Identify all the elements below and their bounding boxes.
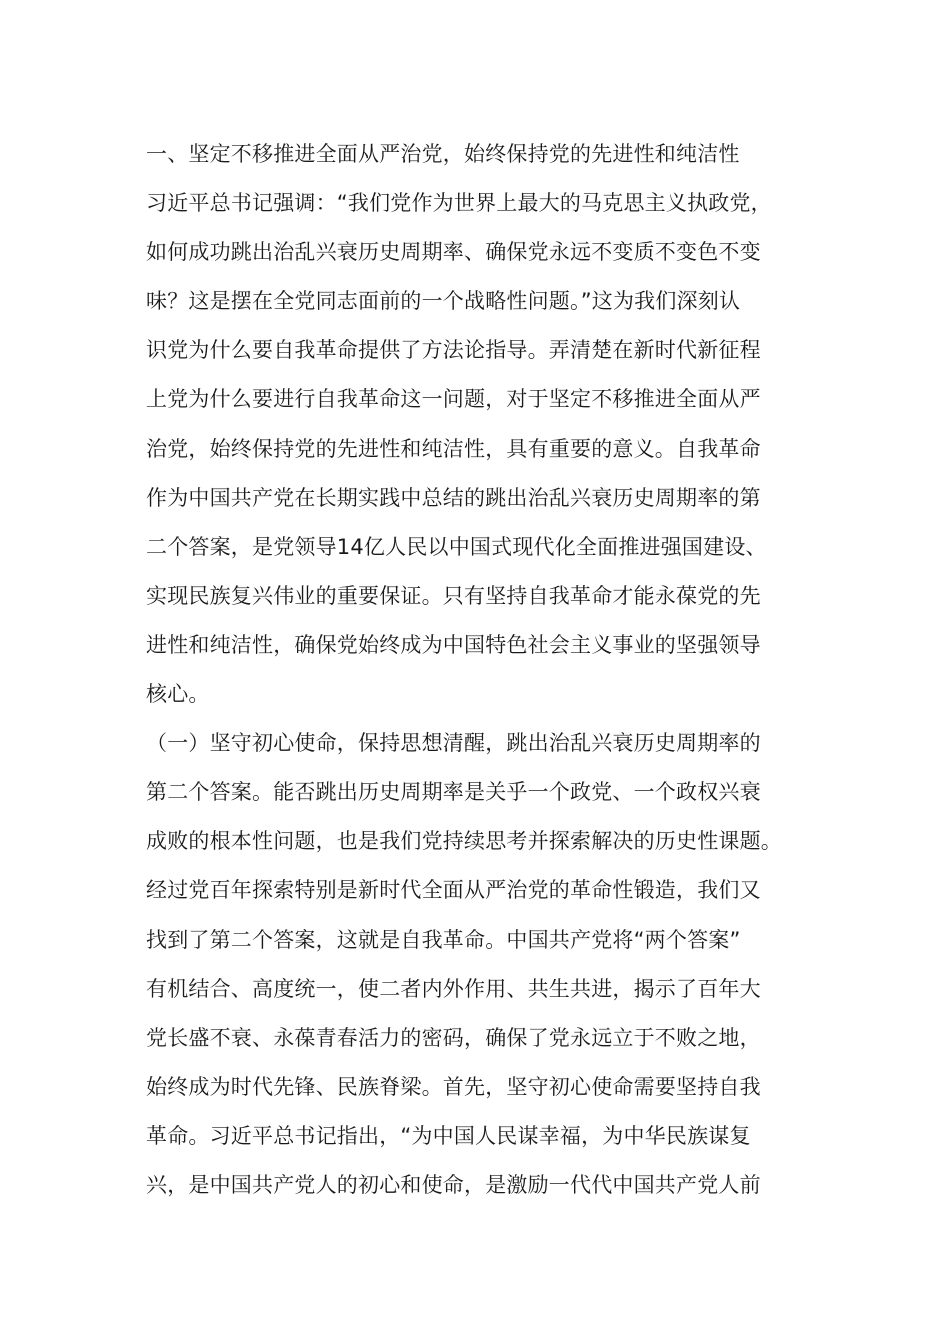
- text-line: 治党，始终保持党的先进性和纯洁性，具有重要的意义。自我革命: [146, 436, 761, 461]
- body-text: [146, 130, 826, 1210]
- text-line: 上党为什么要进行自我革命这一问题，对于坚定不移推进全面从严: [146, 387, 761, 412]
- text-line: 找到了第二个答案，这就是自我革命。中国共产党将“两个答案”: [146, 927, 741, 952]
- text-line: 味？这是摆在全党同志面前的一个战略性问题。”这为我们深刻认: [146, 289, 741, 314]
- text-line: 始终成为时代先锋、民族脊梁。首先，坚守初心使命需要坚持自我: [146, 1074, 761, 1099]
- text-line: 识党为什么要自我革命提供了方法论指导。弄清楚在新时代新征程: [146, 338, 761, 363]
- text-line: 党长盛不衰、永葆青春活力的密码，确保了党永远立于不败之地，: [146, 1025, 761, 1050]
- text-line: 核心。: [146, 682, 210, 707]
- subsection-heading: （一）坚守初心使命，保持思想清醒，跳出治乱兴衰历史周期率的: [146, 731, 761, 756]
- text-line: 习近平总书记强调：“我们党作为世界上最大的马克思主义执政党，: [146, 191, 772, 216]
- text-line: 兴，是中国共产党人的初心和使命，是激励一代代中国共产党人前: [146, 1172, 761, 1197]
- text-line: 经过党百年探索特别是新时代全面从严治党的革命性锻造，我们又: [146, 878, 761, 903]
- text-line: 有机结合、高度统一，使二者内外作用、共生共进，揭示了百年大: [146, 976, 761, 1001]
- text-line: 革命。习近平总书记指出，“为中国人民谋幸福，为中华民族谋复: [146, 1123, 751, 1148]
- section-heading: 一、坚定不移推进全面从严治党，始终保持党的先进性和纯洁性: [146, 142, 740, 166]
- text-line: 作为中国共产党在长期实践中总结的跳出治乱兴衰历史周期率的第: [146, 485, 761, 510]
- text-line: 成败的根本性问题，也是我们党持续思考并探索解决的历史性课题。: [146, 829, 782, 854]
- text-line: 二个答案，是党领导14亿人民以中国式现代化全面推进强国建设、: [146, 534, 767, 559]
- text-line: 进性和纯洁性，确保党始终成为中国特色社会主义事业的坚强领导: [146, 632, 761, 657]
- text-line: 如何成功跳出治乱兴衰历史周期率、确保党永远不变质不变色不变: [146, 240, 761, 265]
- text-line: 实现民族复兴伟业的重要保证。只有坚持自我革命才能永葆党的先: [146, 583, 761, 608]
- text-line: 第二个答案。能否跳出历史周期率是关乎一个政党、一个政权兴衰: [146, 780, 761, 805]
